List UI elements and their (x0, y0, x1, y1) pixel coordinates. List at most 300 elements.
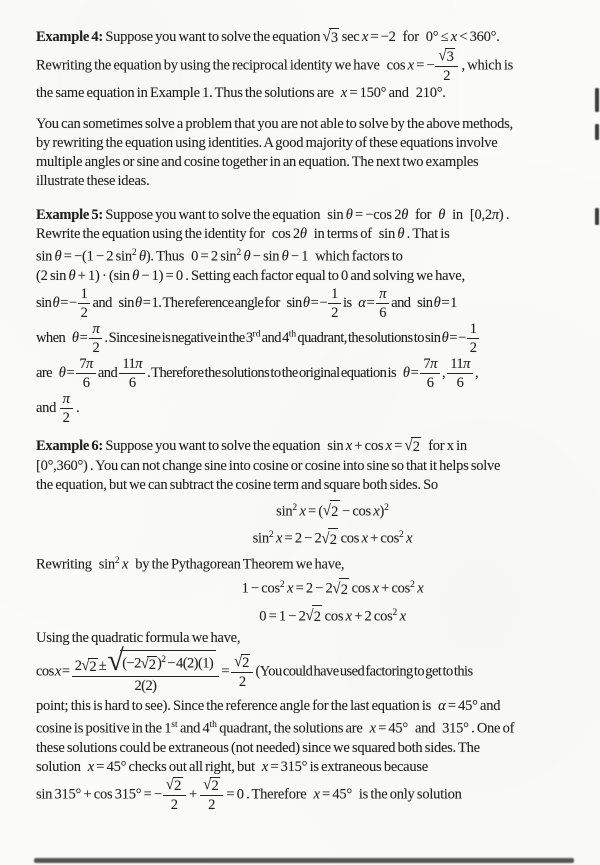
text: by rewriting the equation using identities. A good majority of these equations involve (36, 135, 498, 151)
text: illustrate these ideas. (36, 173, 150, 189)
text-line (36, 84, 574, 103)
math-variable: θ (438, 207, 446, 223)
text: = (78, 329, 89, 346)
math-variable: θ (68, 267, 76, 284)
text-line (36, 244, 574, 267)
text: and sin (91, 294, 135, 311)
numerator (72, 644, 219, 677)
math-variable: θ (71, 329, 79, 346)
denominator (231, 673, 253, 690)
math-variable: x (385, 437, 392, 454)
quadratic-formula-line (36, 644, 574, 694)
math-variable: x (340, 85, 347, 101)
text: = − (309, 294, 328, 311)
scan-edge-mark (595, 124, 599, 140)
denominator (200, 796, 223, 813)
text: − 1) = 0 . Setting each factor equal to 0 and solving we have, (138, 267, 465, 284)
fraction (118, 356, 146, 391)
fraction (75, 356, 96, 391)
bold-text: Example 4: (36, 29, 103, 45)
math-variable: x (407, 57, 414, 74)
text: 3 (446, 49, 454, 65)
text: 2 (313, 609, 321, 625)
math-variable: θ (132, 267, 139, 284)
text-line (36, 153, 574, 172)
math-variable: θ (441, 329, 449, 346)
math-variable: x (372, 580, 379, 597)
text: = 0 . Therefore (224, 785, 314, 802)
fraction (77, 286, 92, 321)
math-variable: θ (52, 294, 60, 311)
text: 2 (329, 531, 337, 548)
math-variable: θ (345, 207, 353, 223)
fraction (466, 321, 481, 356)
text: 11 (122, 355, 136, 372)
text: + 2 cos (351, 608, 393, 624)
radicand (120, 650, 216, 673)
numerator (447, 356, 473, 374)
numerator (376, 286, 389, 304)
equation-set-1 (36, 497, 574, 552)
text: 2 (170, 796, 178, 813)
fraction (71, 644, 220, 694)
text: 6 (456, 374, 464, 391)
text: 6 (82, 374, 90, 391)
radical (333, 578, 350, 602)
text-line (36, 497, 574, 525)
text: = − (413, 57, 435, 74)
text: + 1) · (sin (75, 267, 133, 284)
numerator (328, 286, 341, 304)
radical-sign-icon: √ (234, 653, 242, 671)
math-variable: π (62, 390, 70, 407)
text: = 1. The reference angle for sin (141, 294, 303, 311)
text: , (440, 364, 447, 381)
radical (234, 654, 250, 671)
radical (203, 777, 220, 794)
text: cosine is positive in the 1 (36, 720, 172, 737)
text: 1 (331, 285, 338, 302)
text: 11 (450, 355, 464, 372)
math-variable: x (313, 785, 320, 802)
text: and 4 (177, 720, 210, 737)
text: and (96, 364, 119, 381)
math-variable: π (135, 355, 142, 372)
radical (438, 48, 455, 65)
text: (You could have used factoring to get to this (254, 663, 473, 680)
radicand (445, 48, 455, 65)
math-variable: θ (302, 294, 310, 311)
math-variable: θ (281, 248, 289, 265)
radical (322, 528, 339, 552)
text: Rewriting sin (36, 556, 115, 572)
radical-sign-icon: √ (305, 607, 314, 625)
text: , (473, 364, 479, 381)
text-line (36, 437, 574, 457)
text-line (36, 206, 574, 225)
text: = 45° checks out all right, but (93, 758, 262, 775)
text: are (36, 364, 59, 381)
text: multiple angles or sine and cosine together in an equation. The next two examples (36, 154, 479, 170)
fraction (88, 321, 103, 356)
radicand (330, 500, 340, 524)
scan-edge-mark (595, 208, 599, 225)
text: . That is (404, 226, 450, 242)
text: 2 (331, 504, 339, 520)
text-line (36, 602, 574, 630)
text: (2 sin (36, 267, 69, 284)
scan-edge-mark (595, 88, 599, 112)
text: = 2 − 2 (282, 530, 322, 547)
fraction (327, 286, 342, 321)
text-line (36, 476, 574, 495)
math-variable: x (345, 608, 352, 624)
text: [0°,360°) . You can not change sine into cosine or cosine into sine so that it helps solve (36, 457, 501, 474)
superscript: 2 (279, 580, 285, 590)
text: Suppose you want to solve the equation sin (102, 207, 346, 223)
text: for x in (421, 437, 467, 454)
fraction (434, 48, 459, 84)
denominator (60, 409, 73, 426)
text-line (36, 739, 574, 758)
text-line (36, 644, 574, 694)
text: = −cos 2 (352, 207, 402, 223)
bold-text: Example 5: (36, 207, 103, 223)
text: 2 (412, 438, 420, 455)
text: = 150° and 210°. (346, 85, 446, 101)
radicand (411, 437, 421, 457)
text: ) (156, 655, 162, 672)
text: 6 (426, 374, 434, 391)
text: for (408, 207, 439, 223)
text: = − (59, 294, 77, 311)
superscript: 2 (292, 502, 298, 513)
text: 2 (340, 581, 348, 598)
text: . (73, 399, 80, 416)
text-line (36, 524, 574, 552)
numerator (467, 321, 480, 339)
math-variable: θ (397, 226, 405, 242)
text-line (36, 134, 574, 153)
text: . Therefore the solutions to the original equation is (145, 364, 403, 381)
radicand (173, 777, 183, 794)
text-line (36, 574, 574, 602)
example5-paragraph (36, 206, 574, 426)
numerator (119, 356, 145, 374)
text: and sin (390, 294, 434, 311)
text: sin (276, 503, 293, 519)
text-line (36, 697, 574, 716)
equation-set-2 (36, 574, 574, 629)
denominator (119, 374, 145, 391)
text: = 1 (440, 294, 457, 311)
superscript: 2 (236, 248, 242, 258)
text: when (36, 329, 72, 346)
math-variable: x (299, 503, 306, 519)
text: 1 (469, 320, 477, 337)
fraction (59, 391, 74, 426)
text: cos (322, 608, 346, 624)
radicand (329, 28, 339, 48)
radical-sign-icon: √ (404, 436, 413, 454)
text: − 4(2)(1) (166, 655, 214, 672)
text: = − (448, 329, 466, 346)
denominator (89, 339, 102, 356)
math-variable: x (373, 503, 380, 519)
text: 2 (174, 777, 182, 794)
fraction (199, 777, 224, 813)
text: 1 − cos (241, 580, 280, 597)
text: = (65, 364, 76, 381)
radical (323, 500, 340, 524)
radical-sign-icon: √ (165, 775, 174, 793)
text-line (36, 391, 574, 426)
numerator (163, 777, 186, 796)
text: sec (339, 29, 362, 45)
text: = 45° and 315° . One of (375, 720, 515, 737)
text: 2 (211, 777, 219, 794)
text: − sin (250, 248, 282, 265)
text: = ( (305, 503, 323, 519)
text: + cos (367, 530, 400, 547)
text: sin 315° + cos 315° = − (36, 785, 162, 802)
radical-sign-icon: √ (140, 654, 149, 672)
radical-sign-icon: √ (322, 28, 331, 46)
text-line (36, 457, 574, 476)
text: 2 (62, 409, 70, 426)
superscript: 2 (399, 530, 404, 540)
denominator (328, 304, 341, 321)
math-variable: x (406, 530, 413, 547)
radicand (210, 777, 220, 794)
denominator (78, 304, 91, 321)
text: is (341, 294, 359, 311)
text-line (36, 48, 574, 84)
math-variable: θ (401, 207, 409, 223)
math-variable: x (417, 580, 424, 597)
math-variable: θ (138, 248, 146, 265)
radical (81, 658, 97, 675)
superscript: th (288, 328, 297, 339)
text: 2 (469, 339, 477, 356)
denominator (420, 374, 439, 391)
math-variable: α (438, 698, 446, 714)
text: + cos (378, 580, 411, 597)
math-variable: π (463, 355, 470, 372)
text-line (36, 552, 574, 575)
radicand (312, 605, 322, 629)
text: 6 (379, 304, 386, 321)
radical-sign-icon: √ (332, 579, 341, 597)
text: 2 (92, 339, 100, 356)
radical-sign-icon: √ (81, 657, 89, 675)
radicand (241, 654, 251, 671)
superscript: 2 (114, 555, 120, 566)
numerator (76, 356, 95, 374)
math-variable: x (345, 437, 352, 454)
text: − 1 which factors to (288, 248, 403, 265)
text: = (60, 663, 71, 680)
text: Using the quadratic formula we have, (36, 630, 241, 646)
math-variable: x (369, 720, 376, 737)
text-line (36, 777, 574, 813)
text: = −(1 − 2 sin (61, 248, 132, 265)
numerator (200, 777, 223, 796)
text-line (36, 716, 574, 739)
radical (404, 437, 421, 457)
text: and 4 (260, 329, 289, 346)
radical-sign-icon: √ (322, 502, 331, 520)
math-variable: θ (299, 226, 307, 242)
math-variable: x (261, 758, 268, 775)
text: cos (36, 663, 55, 680)
math-variable: π (92, 320, 100, 337)
denominator (163, 796, 186, 813)
text-line (36, 225, 574, 244)
example6-conclusion-paragraph (36, 697, 574, 813)
text: Suppose you want to solve the equation (102, 29, 323, 45)
superscript: 2 (410, 580, 415, 590)
text: 3 (330, 30, 338, 46)
text: − cos (339, 503, 374, 519)
math-variable: x (361, 530, 368, 547)
math-variable: x (450, 29, 457, 45)
radical (141, 656, 157, 673)
numerator (89, 321, 102, 339)
math-variable: θ (54, 248, 62, 265)
radical-sign-icon: √ (321, 529, 330, 547)
superscript: 2 (392, 607, 398, 618)
text: 2 (331, 304, 338, 321)
numerator (435, 48, 458, 67)
example4-paragraph (36, 28, 574, 103)
text: 2 (148, 656, 156, 673)
math-variable: x (287, 580, 294, 597)
math-variable: π (86, 355, 93, 372)
math-variable: α (358, 294, 366, 311)
intro-paragraph (36, 115, 574, 191)
radical-sign-icon: √ (107, 644, 124, 677)
numerator (60, 391, 73, 409)
text: 7 (79, 355, 87, 372)
math-variable: θ (134, 294, 142, 311)
radical-sign-icon: √ (438, 47, 447, 65)
text: the equation, but we can subtract the cosine term and square both sides. So (36, 476, 438, 493)
text: 2 (80, 304, 88, 321)
fraction (375, 286, 390, 321)
text: Rewrite the equation using the identity for cos 2 (36, 226, 300, 242)
text: Rewriting the equation by using the reciprocal identity we have cos (36, 57, 408, 74)
text: = (391, 437, 405, 454)
radicand (339, 578, 349, 602)
radical (323, 28, 340, 48)
radicand (328, 528, 338, 552)
text-line (36, 758, 574, 777)
rewrite-line (36, 552, 574, 575)
bold-text: Example 6: (36, 437, 103, 454)
text: ) (379, 503, 385, 519)
example6-paragraph (36, 437, 574, 495)
denominator (76, 374, 95, 391)
text-line (36, 321, 574, 356)
text: 2 (89, 659, 97, 675)
fraction (230, 654, 254, 690)
text: 6 (128, 374, 136, 391)
text-line (36, 356, 574, 391)
text: 2(2) (134, 678, 157, 694)
text: < 360°. (456, 29, 500, 45)
superscript: st (171, 720, 178, 730)
superscript: th (209, 720, 217, 730)
math-variable: π (491, 207, 499, 223)
radicand (88, 658, 98, 675)
text: solution (36, 758, 88, 775)
text-line (36, 28, 574, 48)
text: these solutions could be extraneous (not needed) since we squared both sides. The (36, 739, 480, 756)
text: 0 = 1 − 2 (259, 608, 306, 624)
text: in [0,2 (445, 207, 492, 223)
text: = −2 for 0° ≤ (368, 29, 451, 45)
text-line (36, 267, 574, 286)
superscript: rd (252, 328, 261, 339)
text: 2 (208, 796, 216, 813)
math-variable: π (430, 355, 437, 372)
text: 2 (443, 68, 451, 84)
text: quadrant, the solutions to sin (296, 329, 442, 346)
numerator (78, 286, 91, 304)
text: , which is (459, 57, 514, 74)
text: = 45° is the only solution (319, 785, 462, 802)
text: 2 (74, 658, 82, 674)
text: sin (36, 248, 55, 265)
text: sin (252, 530, 269, 547)
denominator (435, 67, 458, 84)
text: . Since sine is negative in the 3 (103, 329, 253, 346)
radical (166, 777, 183, 794)
text: 2 (242, 655, 249, 671)
text: = 315° is extraneous because (267, 758, 428, 775)
text-line (36, 286, 574, 321)
radicand (147, 656, 157, 673)
text: in terms of sin (306, 226, 398, 242)
superscript: 2 (384, 502, 389, 513)
denominator (447, 374, 473, 391)
text: (−2 (122, 655, 141, 672)
superscript: 2 (268, 530, 274, 540)
fraction (419, 356, 440, 391)
text: = (220, 663, 231, 680)
text: ). Thus 0 = 2 sin (145, 248, 237, 265)
math-variable: θ (58, 364, 66, 381)
text: ) . (498, 207, 510, 223)
math-variable: θ (433, 294, 441, 311)
text: + cos (351, 437, 386, 454)
numerator (231, 654, 253, 673)
text: + (186, 785, 200, 802)
numerator (420, 356, 439, 374)
radical-sign-icon: √ (203, 775, 212, 793)
radical (107, 644, 216, 677)
math-variable: x (361, 29, 369, 45)
fraction (446, 356, 474, 391)
text: ± (97, 658, 108, 674)
text: 7 (423, 355, 431, 372)
math-variable: x (87, 758, 94, 775)
text: point; this is hard to see). Since the reference angle for the last equation is (36, 698, 439, 714)
fraction (162, 777, 187, 813)
text-line (36, 115, 574, 134)
text: = 2 − 2 (293, 580, 333, 597)
